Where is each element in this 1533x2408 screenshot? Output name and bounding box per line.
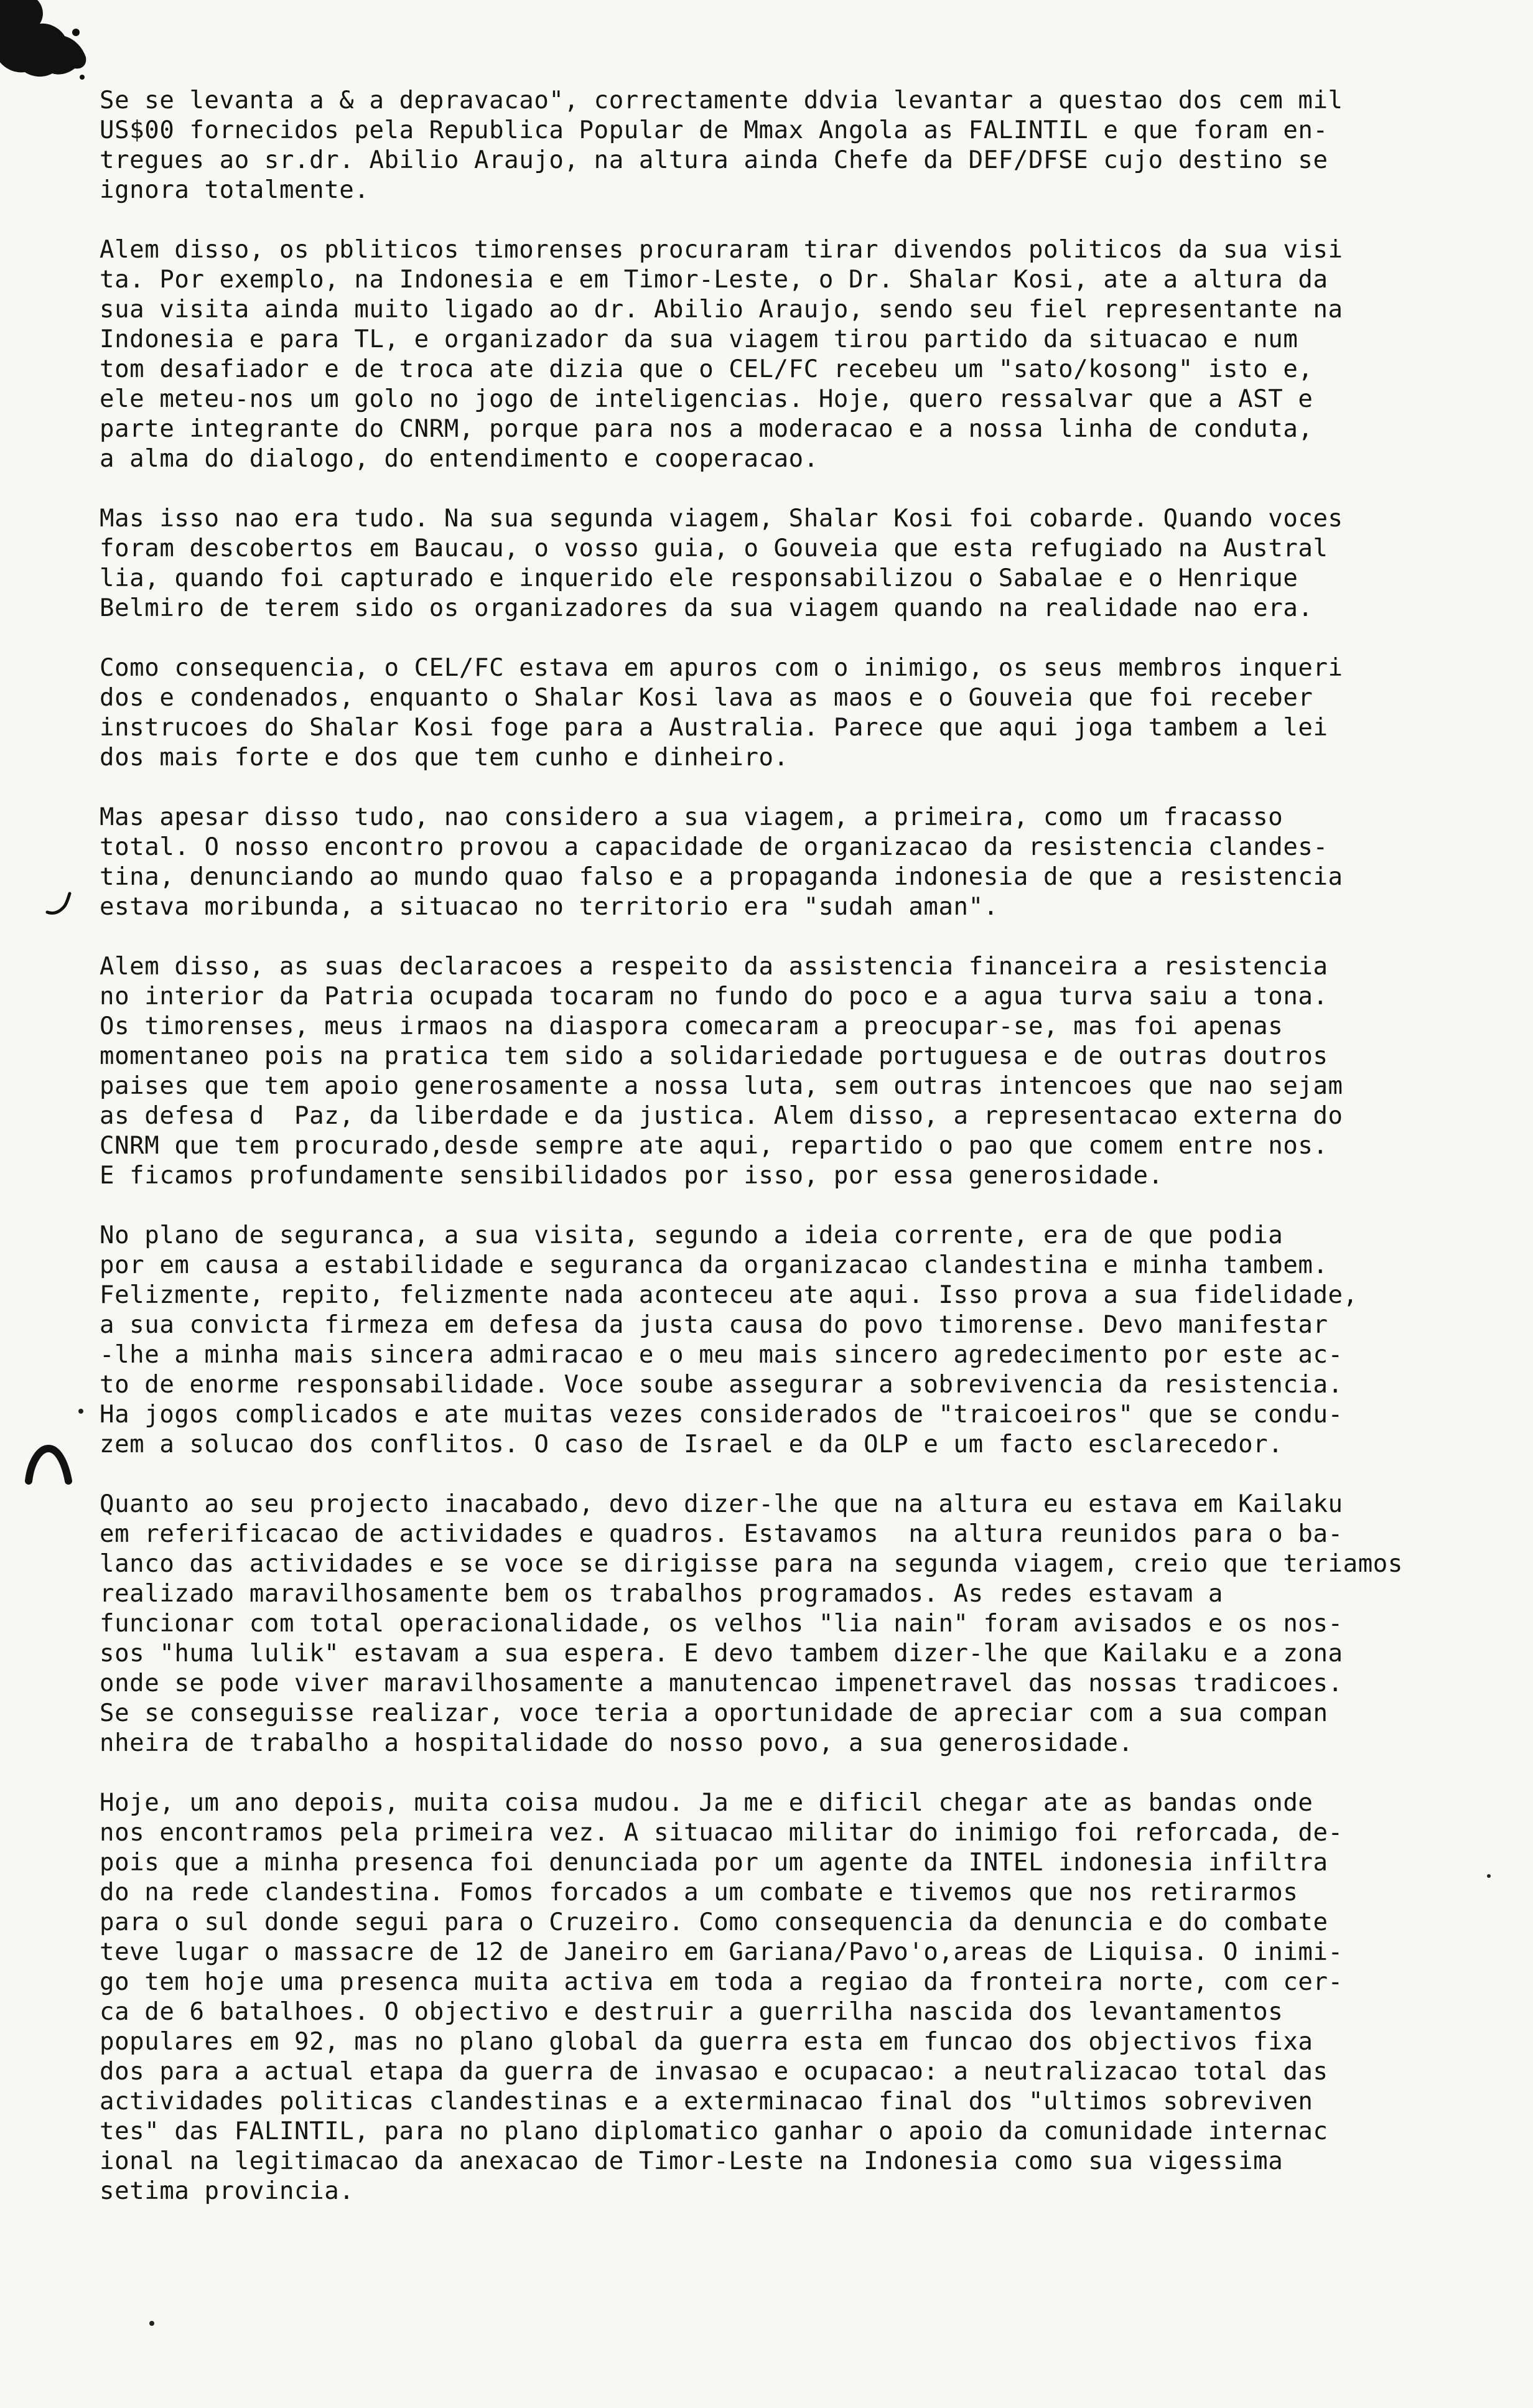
text-line: momentaneo pois na pratica tem sido a solidariedade portuguesa e de outras doutros — [100, 1042, 1328, 1070]
text-line: Como consequencia, o CEL/FC estava em apuros com o inimigo, os seus membros inqueri — [100, 654, 1343, 682]
text-line: por em causa a estabilidade e seguranca da organizacao clandestina e minha tambem. — [100, 1251, 1328, 1279]
text-line: Mas isso nao era tudo. Na sua segunda viagem, Shalar Kosi foi cobarde. Quando voces — [100, 505, 1343, 533]
text-line: em referificacao de actividades e quadros. Estavamos na altura reunidos para o ba- — [100, 1520, 1343, 1548]
text-line: ignora totalmente. — [100, 176, 370, 204]
stray-ink-dot — [78, 1409, 83, 1414]
text-line: no interior da Patria ocupada tocaram no fundo do poco e a agua turva saiu a tona. — [100, 982, 1328, 1010]
margin-arc-graphic — [24, 1442, 72, 1486]
text-line: sua visita ainda muito ligado ao dr. Abilio Araujo, sendo seu fiel representante na — [100, 296, 1343, 324]
text-line: pois que a minha presenca foi denunciada por um agente da INTEL indonesia infiltra — [100, 1849, 1328, 1877]
text-line: Se se levanta a & a depravacao", correctamente ddvia levantar a questao dos cem mil — [100, 86, 1343, 114]
text-line: to de enorme responsabilidade. Voce soube assegurar a sobrevivencia da resistencia. — [100, 1371, 1343, 1399]
text-line: ele meteu-nos um golo no jogo de inteligencias. Hoje, quero ressalvar que a AST e — [100, 385, 1313, 413]
text-line: para o sul donde segui para o Cruzeiro. Como consequencia da denuncia e do combate — [100, 1908, 1328, 1936]
text-line: nos encontramos pela primeira vez. A situacao militar do inimigo foi reforcada, de- — [100, 1819, 1343, 1847]
text-line: a sua convicta firmeza em defesa da justa causa do povo timorense. Devo manifestar — [100, 1311, 1328, 1339]
text-line: Mas apesar disso tudo, nao considero a sua viagem, a primeira, como um fracasso — [100, 803, 1284, 831]
paragraph — [100, 1221, 1481, 1460]
text-line: funcionar com total operacionalidade, os velhos "lia nain" foram avisados e os nos- — [100, 1610, 1343, 1638]
paragraph — [100, 235, 1481, 474]
text-line: a alma do dialogo, do entendimento e cooperacao. — [100, 445, 819, 473]
text-line: CNRM que tem procurado,desde sempre ate aqui, repartido o pao que comem entre nos. — [100, 1132, 1328, 1160]
text-line: No plano de seguranca, a sua visita, segundo a ideia corrente, era de que podia — [100, 1221, 1284, 1249]
text-line: sos "huma lulik" estavam a sua espera. E devo tambem dizer-lhe que Kailaku e a zona — [100, 1640, 1343, 1668]
text-line: foram descobertos em Baucau, o vosso guia, o Gouveia que esta refugiado na Austral — [100, 534, 1328, 562]
text-line: teve lugar o massacre de 12 de Janeiro em Gariana/Pavo'o,areas de Liquisa. O inimi- — [100, 1938, 1343, 1966]
stray-ink-dot — [149, 2321, 154, 2326]
paragraph — [100, 952, 1481, 1191]
typewritten-letter-body — [100, 86, 1481, 2236]
paragraph — [100, 1788, 1481, 2206]
text-line: lanco das actividades e se voce se dirigisse para na segunda viagem, creio que teriamos — [100, 1550, 1403, 1578]
paragraph — [100, 1490, 1481, 1758]
text-line: parte integrante do CNRM, porque para nos a moderacao e a nossa linha de conduta, — [100, 415, 1313, 443]
text-line: dos e condenados, enquanto o Shalar Kosi lava as maos e o Gouveia que foi receber — [100, 684, 1313, 712]
paragraph — [100, 803, 1481, 922]
text-line: nheira de trabalho a hospitalidade do nosso povo, a sua generosidade. — [100, 1729, 1134, 1757]
text-line: ional na legitimacao da anexacao de Timor-Leste na Indonesia como sua vigessima — [100, 2147, 1284, 2175]
ink-blot-graphic — [0, 0, 93, 93]
text-line: paises que tem apoio generosamente a nossa luta, sem outras intencoes que nao sejam — [100, 1072, 1343, 1100]
text-line: Felizmente, repito, felizmente nada aconteceu ate aqui. Isso prova a sua fidelidade, — [100, 1281, 1358, 1309]
text-line: total. O nosso encontro provou a capacidade de organizacao da resistencia clandes- — [100, 833, 1328, 861]
text-line: US$00 fornecidos pela Republica Popular de Mmax Angola as FALINTIL e que foram en- — [100, 116, 1328, 144]
text-line: estava moribunda, a situacao no territorio era "sudah aman". — [100, 893, 999, 921]
text-line: tregues ao sr.dr. Abilio Araujo, na altura ainda Chefe da DEF/DFSE cujo destino se — [100, 146, 1328, 174]
text-line: tina, denunciando ao mundo quao falso e a propaganda indonesia de que a resistencia — [100, 863, 1343, 891]
margin-arc-mark — [24, 1442, 72, 1486]
text-line: setima provincia. — [100, 2177, 355, 2205]
text-line: Os timorenses, meus irmaos na diaspora comecaram a preocupar-se, mas foi apenas — [100, 1012, 1284, 1040]
text-line: go tem hoje uma presenca muita activa em toda a regiao da fronteira norte, com cer- — [100, 1968, 1343, 1996]
text-line: Se se conseguisse realizar, voce teria a oportunidade de apreciar com a sua compan — [100, 1699, 1328, 1727]
paragraph — [100, 653, 1481, 773]
text-line: tes" das FALINTIL, para no plano diplomatico ganhar o apoio da comunidade internac — [100, 2117, 1328, 2145]
text-line: dos para a actual etapa da guerra de invasao e ocupacao: a neutralizacao total das — [100, 2058, 1328, 2086]
text-line: lia, quando foi capturado e inquerido ele responsabilizou o Sabalae e o Henrique — [100, 564, 1298, 592]
text-line: E ficamos profundamente sensibilidados por isso, por essa generosidade. — [100, 1162, 1163, 1190]
text-line: ca de 6 batalhoes. O objectivo e destruir a guerrilha nascida dos levantamentos — [100, 1998, 1284, 2026]
text-line: realizado maravilhosamente bem os trabalhos programados. As redes estavam a — [100, 1580, 1223, 1608]
text-line: Ha jogos complicados e ate muitas vezes considerados de "traicoeiros" que se condu- — [100, 1401, 1343, 1429]
text-line: instrucoes do Shalar Kosi foge para a Australia. Parece que aqui joga tambem a lei — [100, 714, 1328, 742]
text-line: ta. Por exemplo, na Indonesia e em Timor-Leste, o Dr. Shalar Kosi, ate a altura da — [100, 266, 1328, 294]
text-line: Alem disso, os pbliticos timorenses procuraram tirar divendos politicos da sua visi — [100, 236, 1343, 264]
text-line: Alem disso, as suas declaracoes a respeito da assistencia financeira a resistencia — [100, 953, 1328, 981]
text-line: tom desafiador e de troca ate dizia que o CEL/FC recebeu um "sato/kosong" isto e, — [100, 355, 1313, 383]
text-line: -lhe a minha mais sincera admiracao e o meu mais sincero agredecimento por este ac- — [100, 1341, 1343, 1369]
text-line: Belmiro de terem sido os organizadores da sua viagem quando na realidade nao era. — [100, 594, 1313, 622]
text-line: zem a solucao dos conflitos. O caso de Israel e da OLP e um facto esclarecedor. — [100, 1430, 1284, 1458]
text-line: Hoje, um ano depois, muita coisa mudou. Ja me e dificil chegar ate as bandas onde — [100, 1789, 1313, 1817]
paragraph — [100, 86, 1481, 205]
margin-tick-graphic — [45, 891, 73, 917]
text-line: do na rede clandestina. Fomos forcados a um combate e tivemos que nos retirarmos — [100, 1878, 1298, 1906]
text-line: actividades politicas clandestinas e a exterminacao final dos "ultimos sobreviven — [100, 2088, 1313, 2116]
text-line: Quanto ao seu projecto inacabado, devo dizer-lhe que na altura eu estava em Kailaku — [100, 1490, 1343, 1518]
margin-tick-mark — [45, 891, 73, 917]
text-line: as defesa d Paz, da liberdade e da justica. Alem disso, a representacao externa do — [100, 1102, 1343, 1130]
text-line: onde se pode viver maravilhosamente a manutencao impenetravel das nossas tradicoes. — [100, 1669, 1343, 1697]
paragraph — [100, 504, 1481, 623]
ink-blot-mark — [0, 0, 93, 93]
text-line: Indonesia e para TL, e organizador da sua viagem tirou partido da situacao e num — [100, 325, 1298, 353]
text-line: populares em 92, mas no plano global da guerra esta em funcao dos objectivos fixa — [100, 2028, 1313, 2056]
text-line: dos mais forte e dos que tem cunho e dinheiro. — [100, 744, 789, 772]
stray-ink-dot — [1487, 1874, 1491, 1878]
